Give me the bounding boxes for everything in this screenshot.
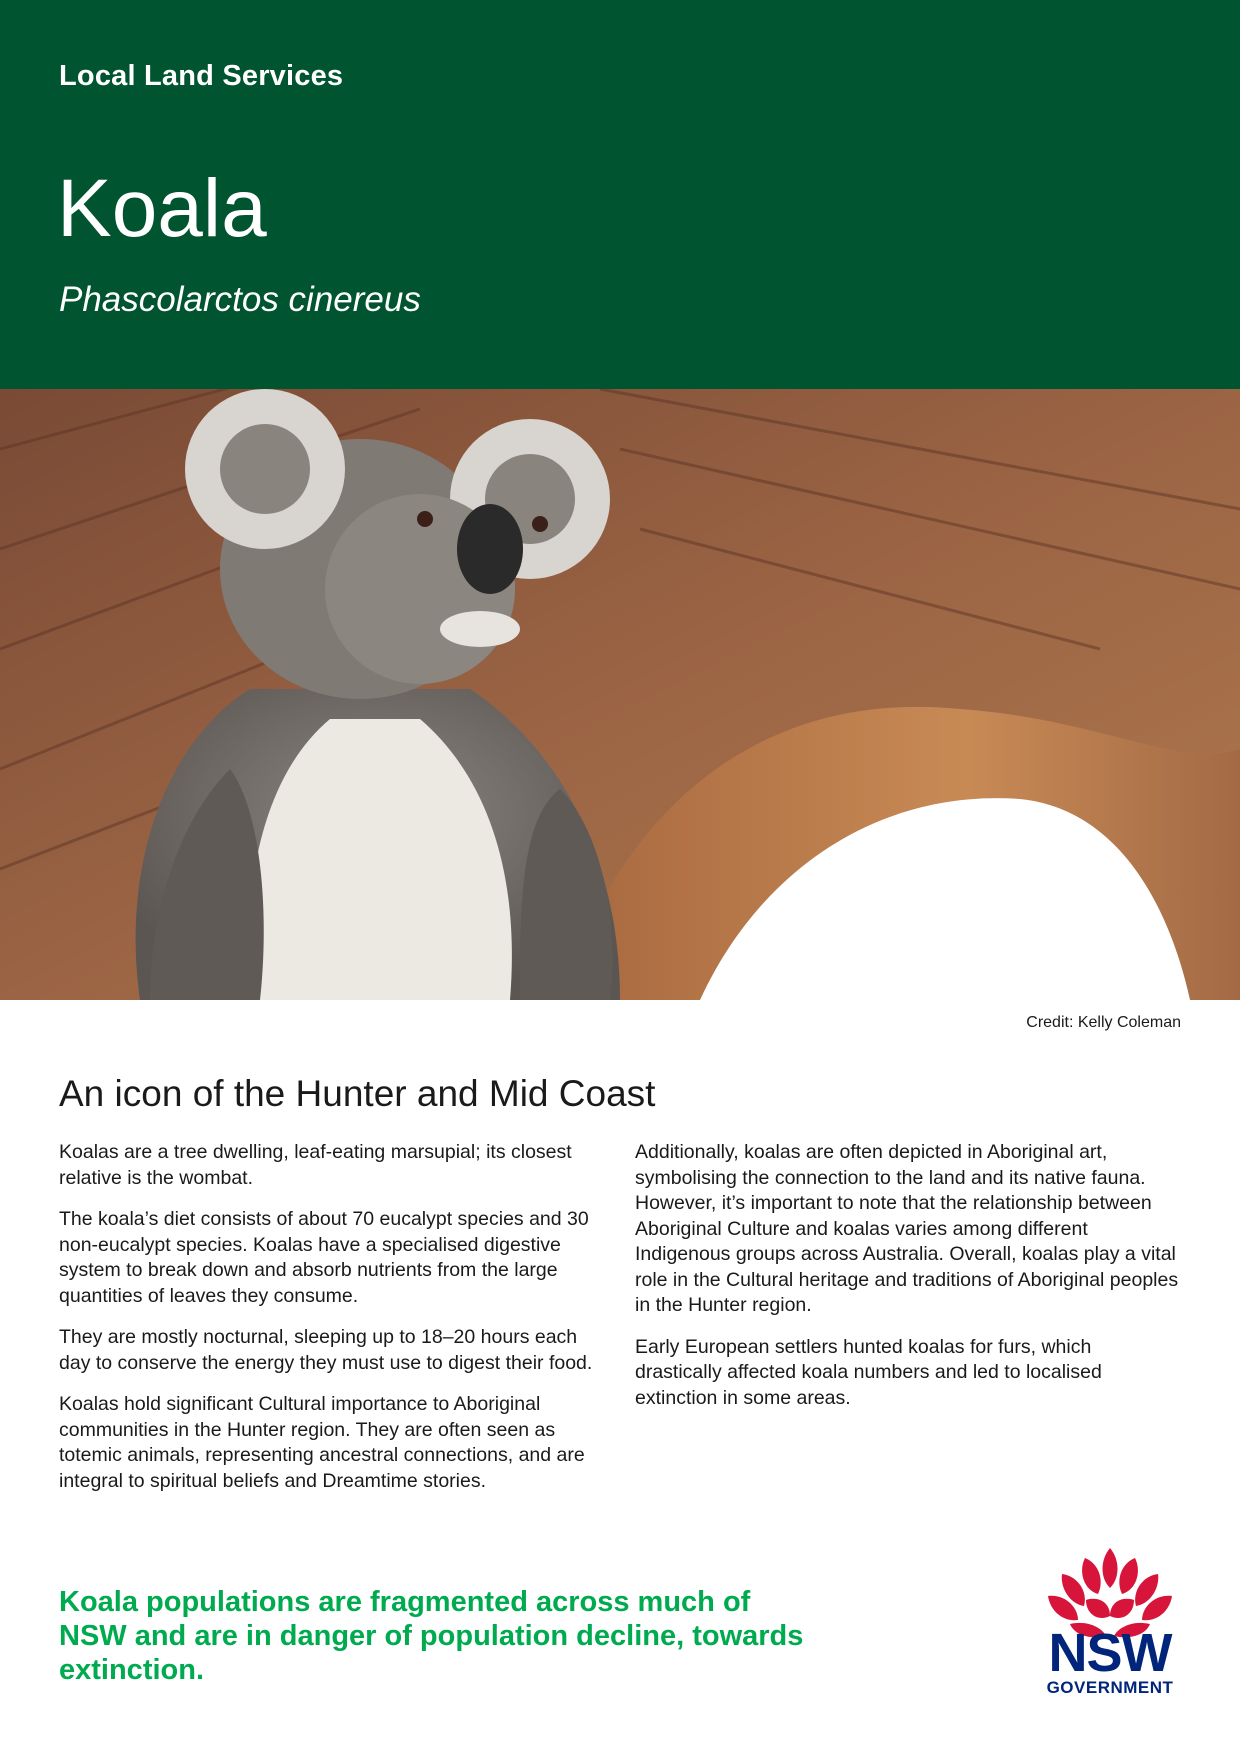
- page-title: Koala: [57, 163, 267, 254]
- koala-photo-illustration: [0, 389, 1240, 1000]
- scientific-name: Phascolarctos cinereus: [59, 280, 421, 319]
- photo-credit: Credit: Kelly Coleman: [1026, 1014, 1181, 1031]
- left-column: [59, 1140, 609, 1510]
- paragraph: Koalas hold significant Cultural importance to Aboriginal communities in the Hunter region. They are often seen as totemic animals, representing ancestral connections, and are integral to spiritual beliefs and Dreamtime stories.: [59, 1393, 585, 1492]
- organisation-name: Local Land Services: [59, 60, 344, 92]
- paragraph: They are mostly nocturnal, sleeping up to 18–20 hours each day to conserve the energy they must use to digest their food.: [59, 1326, 593, 1374]
- right-column: [635, 1140, 1180, 1427]
- callout-statement: Koala populations are fragmented across much of NSW and are in danger of population decline, towards extinction.: [59, 1586, 804, 1686]
- paragraph: Additionally, koalas are often depicted in Aboriginal art, symbolising the connection to the land and its native fauna. However, it’s important to note that the relationship between Aboriginal Culture and koalas varies among different Indigenous groups across Australia. Overall, koalas play a vital role in the Cultural heritage and traditions of Aboriginal peoples in the Hunter region.: [635, 1141, 1179, 1316]
- paragraph: The koala’s diet consists of about 70 eucalypt species and 30 non-eucalypt species. Koalas have a specialised digestive system to break down and absorb nutrients from the large quantities of leaves they consume.: [59, 1208, 589, 1307]
- paragraph: Koalas are a tree dwelling, leaf-eating marsupial; its closest relative is the wombat.: [59, 1141, 572, 1189]
- nsw-wordmark: NSW: [1048, 1623, 1172, 1683]
- koala-photo: [0, 389, 1240, 1000]
- header-banner: [0, 0, 1240, 389]
- government-wordmark: GOVERNMENT: [1046, 1678, 1174, 1697]
- section-heading: An icon of the Hunter and Mid Coast: [59, 1073, 656, 1114]
- paragraph: Early European settlers hunted koalas for furs, which drastically affected koala numbers and led to localised extinction in some areas.: [635, 1335, 1102, 1409]
